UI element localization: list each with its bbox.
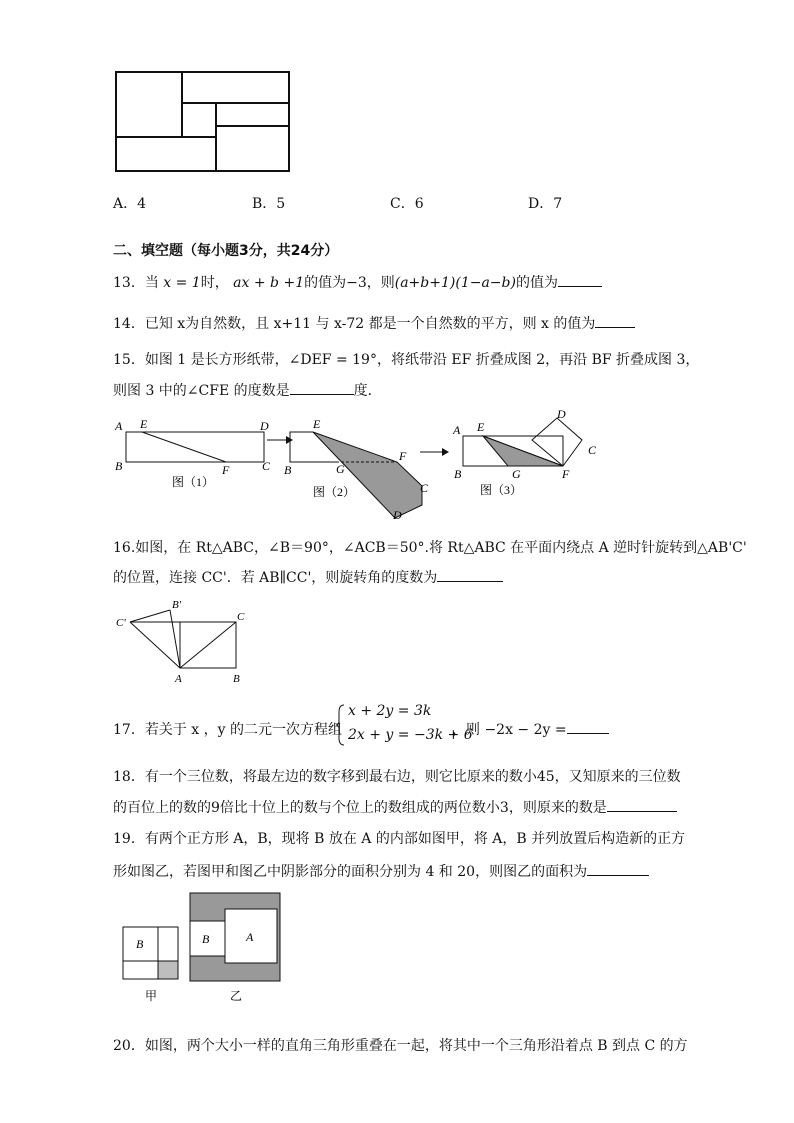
figure-16-rotation [112,596,272,688]
figure-19-squares [118,890,288,1006]
answer-blank [567,719,609,734]
question-14: 14．已知 x为自然数，且 x+11 与 x-72 都是一个自然数的平方，则 x 的值为 [113,313,635,333]
question-15-line2: 则图 3 中的∠CFE 的度数是 度． [113,380,382,400]
fig16-label-cprime: C' [116,617,126,629]
option-b: B．5 [252,196,286,212]
fig3-label-c: C [588,443,597,457]
fig1-caption: 图（1） [172,475,215,489]
fig16-label-a: A [175,673,182,685]
rectangle-puzzle-figure [112,70,292,174]
fig2-label-g: G [336,462,345,476]
fig16-label-c: C [237,611,245,623]
fig1-label-c: C [262,459,271,473]
fig2-label-d: D [393,508,402,522]
fig3-label-b: B [454,467,462,481]
question-15-line1: 15．如图 1 是长方形纸带，∠DEF = 19°，将纸带沿 EF 折叠成图 2，再沿 BF 折叠成图 3， [113,352,700,368]
answer-blank [290,380,354,395]
answer-blank [607,797,677,812]
fig1-label-f: F [222,463,230,477]
fig19-label-a: A [246,930,254,944]
question-16-line2: 的位置，连接 CC'．若 AB∥CC'，则旋转角的度数为 [113,567,503,587]
fig19-label-yi: 乙 [230,989,243,1003]
fig1-label-d: D [260,419,269,433]
fig3-label-a: A [453,423,461,437]
fig16-label-bprime: B' [172,599,182,611]
question-18-line2: 的百位上的数的9倍比十位上的数与个位上的数组成的两位数小3，则原来的数是 [113,797,677,817]
equation-1: x + 2y = 3k [348,703,432,719]
fig3-caption: 图（3） [480,483,523,497]
fig2-label-c: C [420,481,429,495]
fig19-label-jia: 甲 [145,989,158,1003]
system-brace [336,704,346,746]
equation-2: 2x + y = −3k + 6 [348,727,473,743]
fig1-label-e: E [140,417,148,431]
answer-blank [595,313,635,328]
fig1-label-a: A [115,419,123,433]
answer-blank [437,567,503,582]
fig3-label-d: D [557,410,566,421]
question-17-intro: 17．若关于 x ，y 的二元一次方程组 [113,722,342,738]
figure-15-folding [110,410,610,525]
fig2-label-b: B [284,463,292,477]
fig3-label-f: F [562,467,570,481]
fig19-label-b2: B [202,932,210,946]
fig3-label-g: G [512,467,521,481]
fig3-label-e: E [477,420,485,434]
answer-blank [558,272,602,287]
fig19-label-b1: B [136,937,144,951]
question-20: 20．如图，两个大小一样的直角三角形重叠在一起，将其中一个三角形沿着点 B 到点 C 的方 [113,1038,688,1054]
fig16-label-b: B [233,673,240,685]
question-13: 13．当 x = 1时， ax + b +1的值为−3，则(a+b+1)(1−a−b)的值为 [113,272,602,292]
fig2-caption: 图（2） [313,485,356,499]
fig2-label-e: E [313,417,321,431]
answer-blank [587,861,649,876]
question-16-line1: 16.如图，在 Rt△ABC，∠B＝90°，∠ACB＝50°.将 Rt△ABC 在平面内绕点 A 逆时针旋转到△AB'C' [113,540,747,556]
fig2-label-f: F [399,449,407,463]
option-a: A．4 [113,196,147,212]
fig1-label-b: B [115,459,123,473]
question-19-line1: 19．有两个正方形 A，B，现将 B 放在 A 的内部如图甲，将 A，B 并列放置后构造新的正方 [113,831,686,847]
question-19-line2: 形如图乙，若图甲和图乙中阴影部分的面积分别为 4 和 20，则图乙的面积为 [113,861,649,881]
question-18-line1: 18．有一个三位数，将最左边的数字移到最右边，则它比原来的数小45，又知原来的三位数 [113,769,681,785]
option-c: C．6 [390,196,424,212]
section-heading: 二、填空题（每小题3分，共24分） [113,243,339,259]
option-d: D．7 [528,196,563,212]
question-17-tail: ，则 −2x − 2y = [452,719,609,739]
